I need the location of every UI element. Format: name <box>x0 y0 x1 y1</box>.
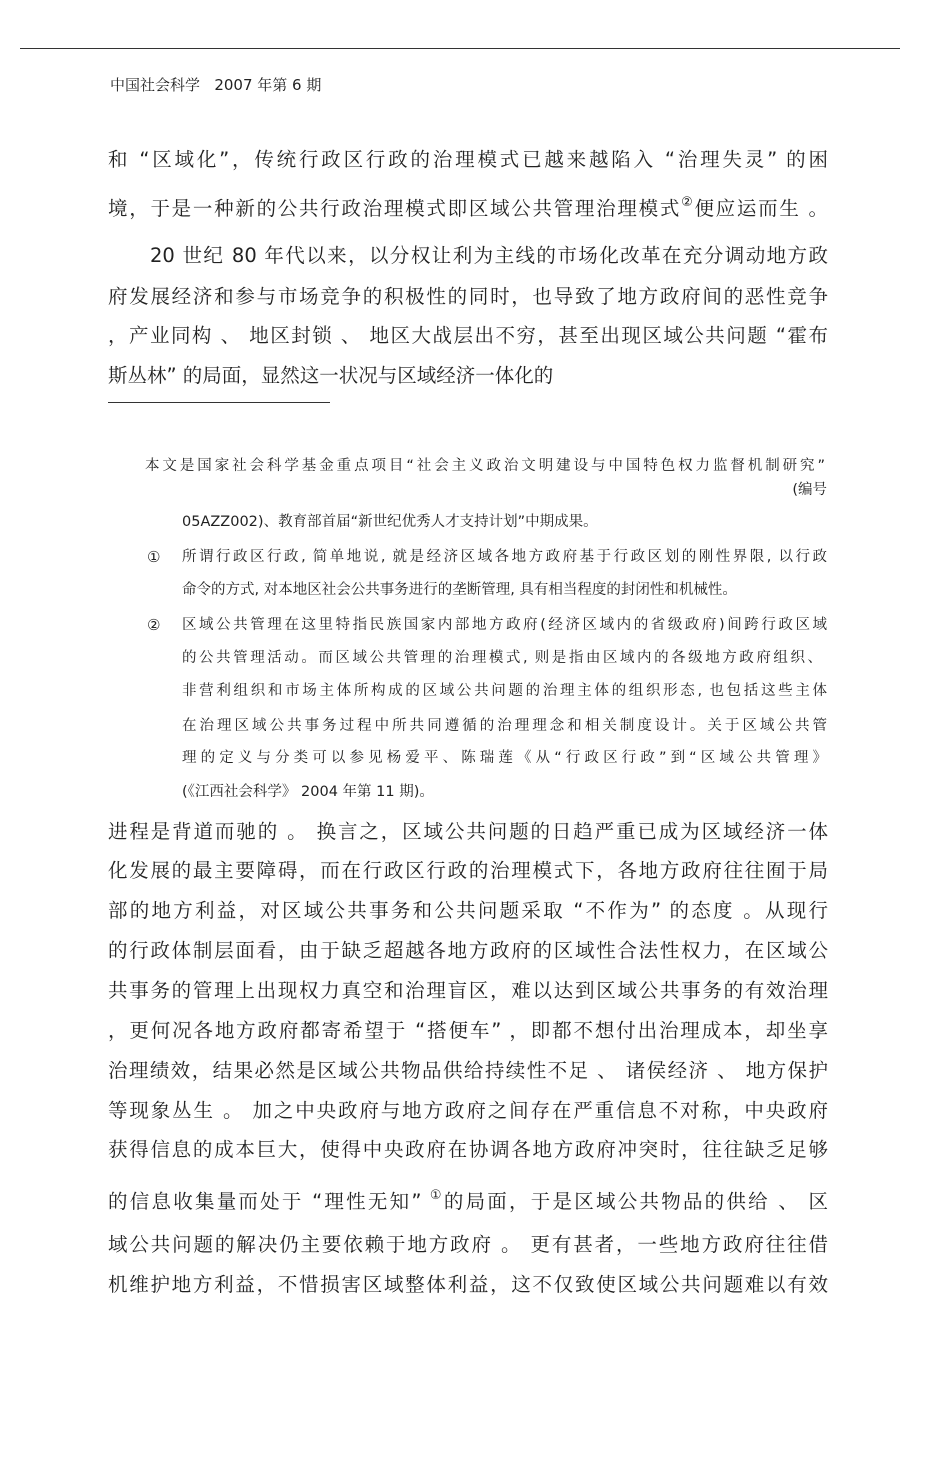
body-text: 便应运而生 。 <box>694 197 828 220</box>
body-text: 的信息收集量而处于 “理性无知” <box>108 1190 430 1213</box>
body-line: 和 “区域化”，传统行政区行政的治理模式已越来越陷入 “治理失灵” 的困 <box>108 148 828 171</box>
footnote-fund: 05AZZ002)、教育部首届“新世纪优秀人才支持计划”中期成果。 <box>182 514 598 530</box>
footnote-2-line: 理的定义与分类可以参见杨爱平、陈瑞莲《从“行政区行政”到“区域公共管理》 <box>182 750 827 766</box>
body-line: ，产业同构 、 地区封锁 、 地区大战层出不穷，甚至出现区域公共问题 “霍布 <box>108 324 828 347</box>
body-text: 的局面，于是区域公共物品的供给 、 区 <box>443 1190 829 1213</box>
body-line <box>150 243 828 269</box>
footnote-2-line: 非营利组织和市场主体所构成的区域公共问题的治理主体的组织形态, 也包括这些主体 <box>182 683 827 699</box>
footnote-1-line: 命令的方式, 对本地区社会公共事务进行的垄断管理, 具有相当程度的封闭性和机械性。 <box>182 582 737 598</box>
body-line: 共事务的管理上出现权力真空和治理盲区，难以达到区域公共事务的有效治理 <box>108 979 828 1002</box>
body-text: 20 世纪 80 年代以来，以分权让利为主线的市场化改革在充分调动地方政 <box>150 244 828 267</box>
body-line: 等现象丛生 。 加之中央政府与地方政府之间存在严重信息不对称，中央政府 <box>108 1099 828 1122</box>
body-line: 进程是背道而驰的 。 换言之，区域公共问题的日趋严重已成为区域经济一体 <box>108 820 828 843</box>
footnote-1-mark: ① <box>147 548 161 566</box>
footnote-fund: 本文是国家社会科学基金重点项目“社会主义政治文明建设与中国特色权力监督机制研究” <box>145 458 825 474</box>
footnote-separator <box>108 402 330 403</box>
body-line <box>108 1189 828 1215</box>
footnote-2-line: 的公共管理活动。而区域公共管理的治理模式, 则是指由区域内的各级地方政府组织、 <box>182 650 822 666</box>
body-line: 化发展的最主要障碍，而在行政区行政的治理模式下，各地方政府往往囿于局 <box>108 859 828 882</box>
footnote-fund: (编号 <box>792 482 827 498</box>
footnote-2-mark: ② <box>147 616 161 634</box>
journal-name: 中国社会科学 <box>110 76 201 94</box>
body-line <box>108 196 828 222</box>
body-line: 府发展经济和参与市场竞争的积极性的同时，也导致了地方政府间的恶性竞争 <box>108 285 828 308</box>
top-rule <box>20 48 900 49</box>
running-header <box>110 75 321 95</box>
issue-label: 2007 年第 6 期 <box>214 76 322 94</box>
body-line: 的行政体制层面看，由于缺乏超越各地方政府的区域性合法性权力，在区域公 <box>108 939 828 962</box>
body-line: 域公共问题的解决仍主要依赖于地方政府 。 更有甚者，一些地方政府往往借 <box>108 1233 828 1256</box>
body-line: ，更何况各地方政府都寄希望于 “搭便车” ，即都不想付出治理成本，却坐享 <box>108 1019 828 1042</box>
footnote-1-line: 所谓行政区行政, 简单地说, 就是经济区域各地方政府基于行政区划的刚性界限, 以行政 <box>182 549 827 565</box>
footnote-ref[interactable]: ② <box>681 195 695 210</box>
body-text: 境，于是一种新的公共行政治理模式即区域公共管理治理模式 <box>108 197 682 220</box>
footnote-ref[interactable]: ① <box>429 1188 444 1203</box>
footnote-2-line: 在治理区域公共事务过程中所共同遵循的治理理念和相关制度设计。关于区域公共管 <box>182 718 827 734</box>
body-line: 治理绩效，结果必然是区域公共物品供给持续性不足 、 诸侯经济 、 地方保护 <box>108 1059 828 1082</box>
body-line: 部的地方利益，对区域公共事务和公共问题采取 “不作为” 的态度 。从现行 <box>108 899 828 922</box>
footnote-2-line: (《江西社会科学》 2004 年第 11 期)。 <box>182 784 434 800</box>
body-line: 斯丛林” 的局面，显然这一状况与区域经济一体化的 <box>108 364 554 387</box>
body-line: 获得信息的成本巨大，使得中央政府在协调各地方政府冲突时，往往缺乏足够 <box>108 1138 828 1161</box>
body-line: 机维护地方利益，不惜损害区域整体利益，这不仅致使区域公共问题难以有效 <box>108 1273 828 1296</box>
footnote-2-line: 区域公共管理在这里特指民族国家内部地方政府(经济区域内的省级政府)间跨行政区域 <box>182 617 827 633</box>
